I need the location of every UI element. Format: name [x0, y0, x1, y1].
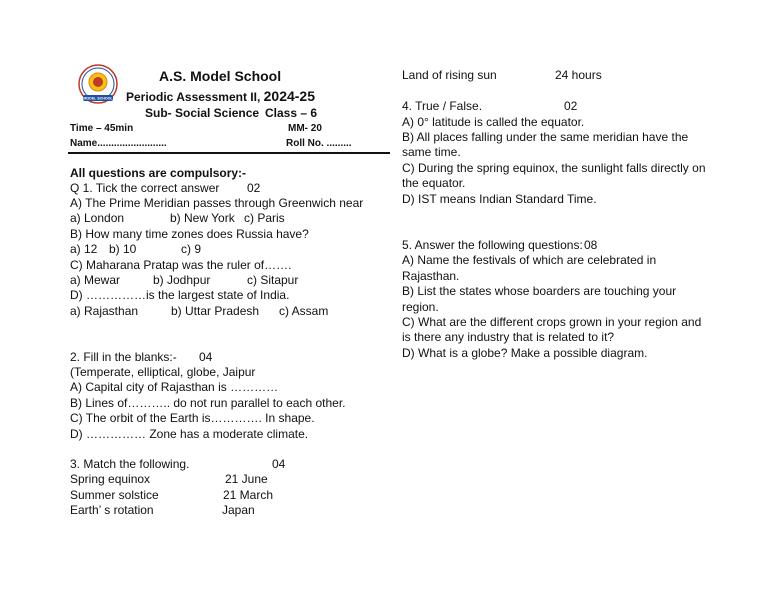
instruction: All questions are compulsory:- [70, 166, 247, 180]
time-label: Time – 45min [70, 123, 134, 134]
q3-row-left: Summer solstice [70, 488, 159, 502]
school-name: A.S. Model School [159, 68, 282, 84]
q1-d-question: D) ……………is the largest state of India. [70, 288, 290, 302]
q3-row-left: Land of rising sun [402, 68, 497, 82]
q5-b-line-2: region. [402, 300, 439, 314]
q2-c: C) The orbit of the Earth is…………. In shape. [70, 411, 315, 425]
name-field: Name......................... [70, 138, 167, 149]
q1-b-question: B) How many time zones does Russia have? [70, 227, 309, 241]
q2-title: 2. Fill in the blanks:- [70, 350, 177, 364]
q5-c-line-1: C) What are the different crops grown in your region and [402, 315, 702, 329]
q5-a-line-2: Rajasthan. [402, 269, 460, 283]
q3-row-left: Earth’ s rotation [70, 503, 154, 517]
q5-b-line-1: B) List the states whose boarders are touching your [402, 284, 677, 298]
assessment-year: 2024-25 [263, 88, 316, 104]
q1-b-option-1: a) 12 [70, 242, 98, 256]
q2-word-bank: (Temperate, elliptical, globe, Jaipur [70, 365, 256, 379]
q2-a: A) Capital city of Rajasthan is ………… [70, 380, 279, 394]
q5-a-line-1: A) Name the festivals of which are celebrated in [402, 253, 657, 267]
assessment-title [126, 88, 315, 104]
q1-marks: 02 [247, 181, 261, 195]
q1-d-option-3: c) Assam [279, 304, 329, 318]
q5-c-line-2: is there any industry that is related to it? [402, 330, 615, 344]
q4-b-line-1: B) All places falling under the same meridian have the [402, 130, 689, 144]
q5-title: 5. Answer the following questions: [402, 238, 583, 252]
roll-number-field: Roll No. ......... [286, 138, 352, 149]
q4-a: A) 0° latitude is called the equator. [402, 115, 585, 129]
q4-c-line-2: the equator. [402, 176, 466, 190]
q1-d-option-1: a) Rajasthan [70, 304, 139, 318]
q2-b: B) Lines of……….. do not run parallel to each other. [70, 396, 346, 410]
q4-c-line-1: C) During the spring equinox, the sunlight falls directly on [402, 161, 706, 175]
q1-c-question: C) Maharana Pratap was the ruler of……. [70, 258, 292, 272]
q3-row-right: 21 June [225, 472, 268, 486]
q1-title: Q 1. Tick the correct answer [70, 181, 220, 195]
class-label: Class – 6 [265, 106, 318, 120]
q5-marks: 08 [584, 238, 598, 252]
q4-marks: 02 [564, 99, 578, 113]
q1-d-option-2: b) Uttar Pradesh [171, 304, 260, 318]
q1-c-option-1: a) Mewar [70, 273, 121, 287]
q1-b-option-2: b) 10 [109, 242, 137, 256]
q4-b-line-2: same time. [402, 145, 461, 159]
q1-a-option-2: b) New York [170, 211, 235, 225]
q3-row-right: 21 March [223, 488, 274, 502]
q1-a-option-1: a) London [70, 211, 125, 225]
logo-text: MODEL SCHOOL [83, 96, 113, 101]
q1-a-question: A) The Prime Meridian passes through Greenwich near [70, 196, 364, 210]
q3-marks: 04 [272, 457, 286, 471]
q2-marks: 04 [199, 350, 213, 364]
school-logo-icon [77, 64, 119, 106]
q3-title: 3. Match the following. [70, 457, 190, 471]
q1-c-option-3: c) Sitapur [247, 273, 299, 287]
q4-d: D) IST means Indian Standard Time. [402, 192, 597, 206]
q4-title: 4. True / False. [402, 99, 483, 113]
q3-row-right: 24 hours [555, 68, 602, 82]
q3-row-right: Japan [222, 503, 255, 517]
q5-d: D) What is a globe? Make a possible diagram. [402, 346, 648, 360]
q3-row-left: Spring equinox [70, 472, 151, 486]
q1-c-option-2: b) Jodhpur [153, 273, 211, 287]
q1-a-option-3: c) Paris [244, 211, 285, 225]
max-marks-label: MM- 20 [288, 123, 322, 134]
q1-b-option-3: c) 9 [181, 242, 202, 256]
q2-d: D) …………… Zone has a moderate climate. [70, 427, 309, 441]
assessment-label: Periodic Assessment II, [126, 90, 264, 104]
subject-label: Sub- Social Science [145, 106, 260, 120]
header-divider [68, 152, 390, 154]
